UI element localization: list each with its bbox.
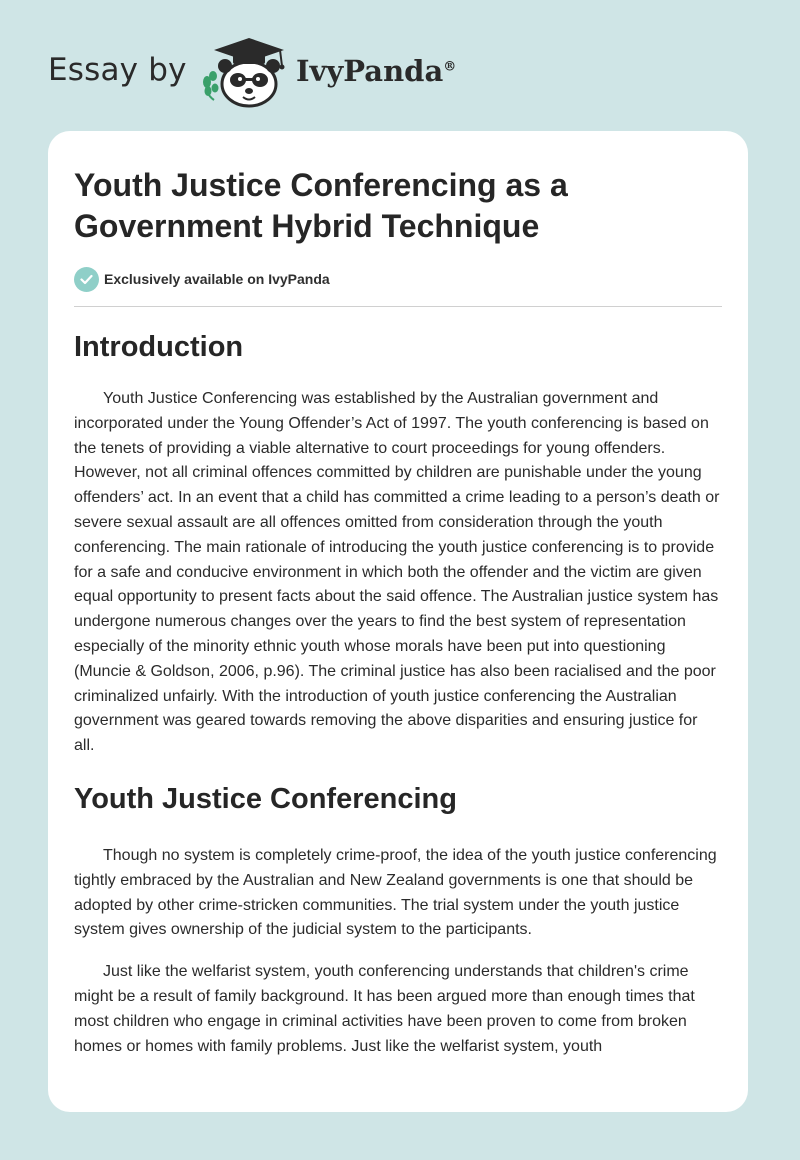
section-heading-youth-justice-conferencing: Youth Justice Conferencing — [74, 782, 457, 815]
page-title: Youth Justice Conferencing as a Government Hybrid Technique — [74, 167, 568, 244]
registered-mark: ® — [443, 59, 457, 75]
paragraph: Just like the welfarist system, youth conferencing understands that children's crime might be a result of family background. It has been argued more than enough times that most children who engage in criminal activities have been proven to come from broken homes or homes with family problems. Just like the welfarist system, youth — [74, 963, 695, 1055]
check-icon — [74, 267, 99, 292]
paragraph: Though no system is completely crime-proof, the idea of the youth justice conferencing tightly embraced by the Australian and New Zealand governments is one that should be adopted by other crime-stricken communities. The trial system under the youth justice system gives ownership of the judicial system to the participants. — [74, 846, 717, 939]
brand-name-text: IvyPanda — [296, 54, 444, 88]
brand-prefix: Essay by — [48, 52, 187, 88]
divider — [74, 306, 722, 307]
paragraph: Youth Justice Conferencing was established by the Australian government and incorporated under the Young Offender’s Act of 1997. The youth conferencing is based on the tenets of providing a viable alternative to court proceedings for young offenders. However, not all criminal offences committed by children are punishable under the young offenders’ act. In an event that a child has committed a crime leading to a person’s death or severe sexual assault are all offences omitted from consideration through the youth conferencing. The main rationale of introducing the youth justice conferencing is to provide for a safe and conducive environment in which both the offender and the victim are given equal opportunity to present facts about the said offence. The Australian justice system has undergone numerous changes over the years to find the best system of representation especially of the minority ethnic youth whose morals have been put into questioning (Muncie & Goldson, 2006, p.96). The criminal justice has also been racialised and the poor criminalized unfairly. With the introduction of youth justice conferencing the Australian government was geared towards removing the above disparities and ensuring justice for all. — [74, 390, 720, 755]
panda-graduation-cap-icon[interactable] — [200, 36, 292, 108]
section-heading-introduction: Introduction — [74, 331, 244, 363]
article-card — [48, 131, 748, 1112]
badge-label: Exclusively available on IvyPanda — [104, 271, 330, 287]
site-header — [0, 0, 800, 130]
exclusive-badge — [74, 266, 722, 292]
brand-name[interactable] — [296, 54, 456, 88]
